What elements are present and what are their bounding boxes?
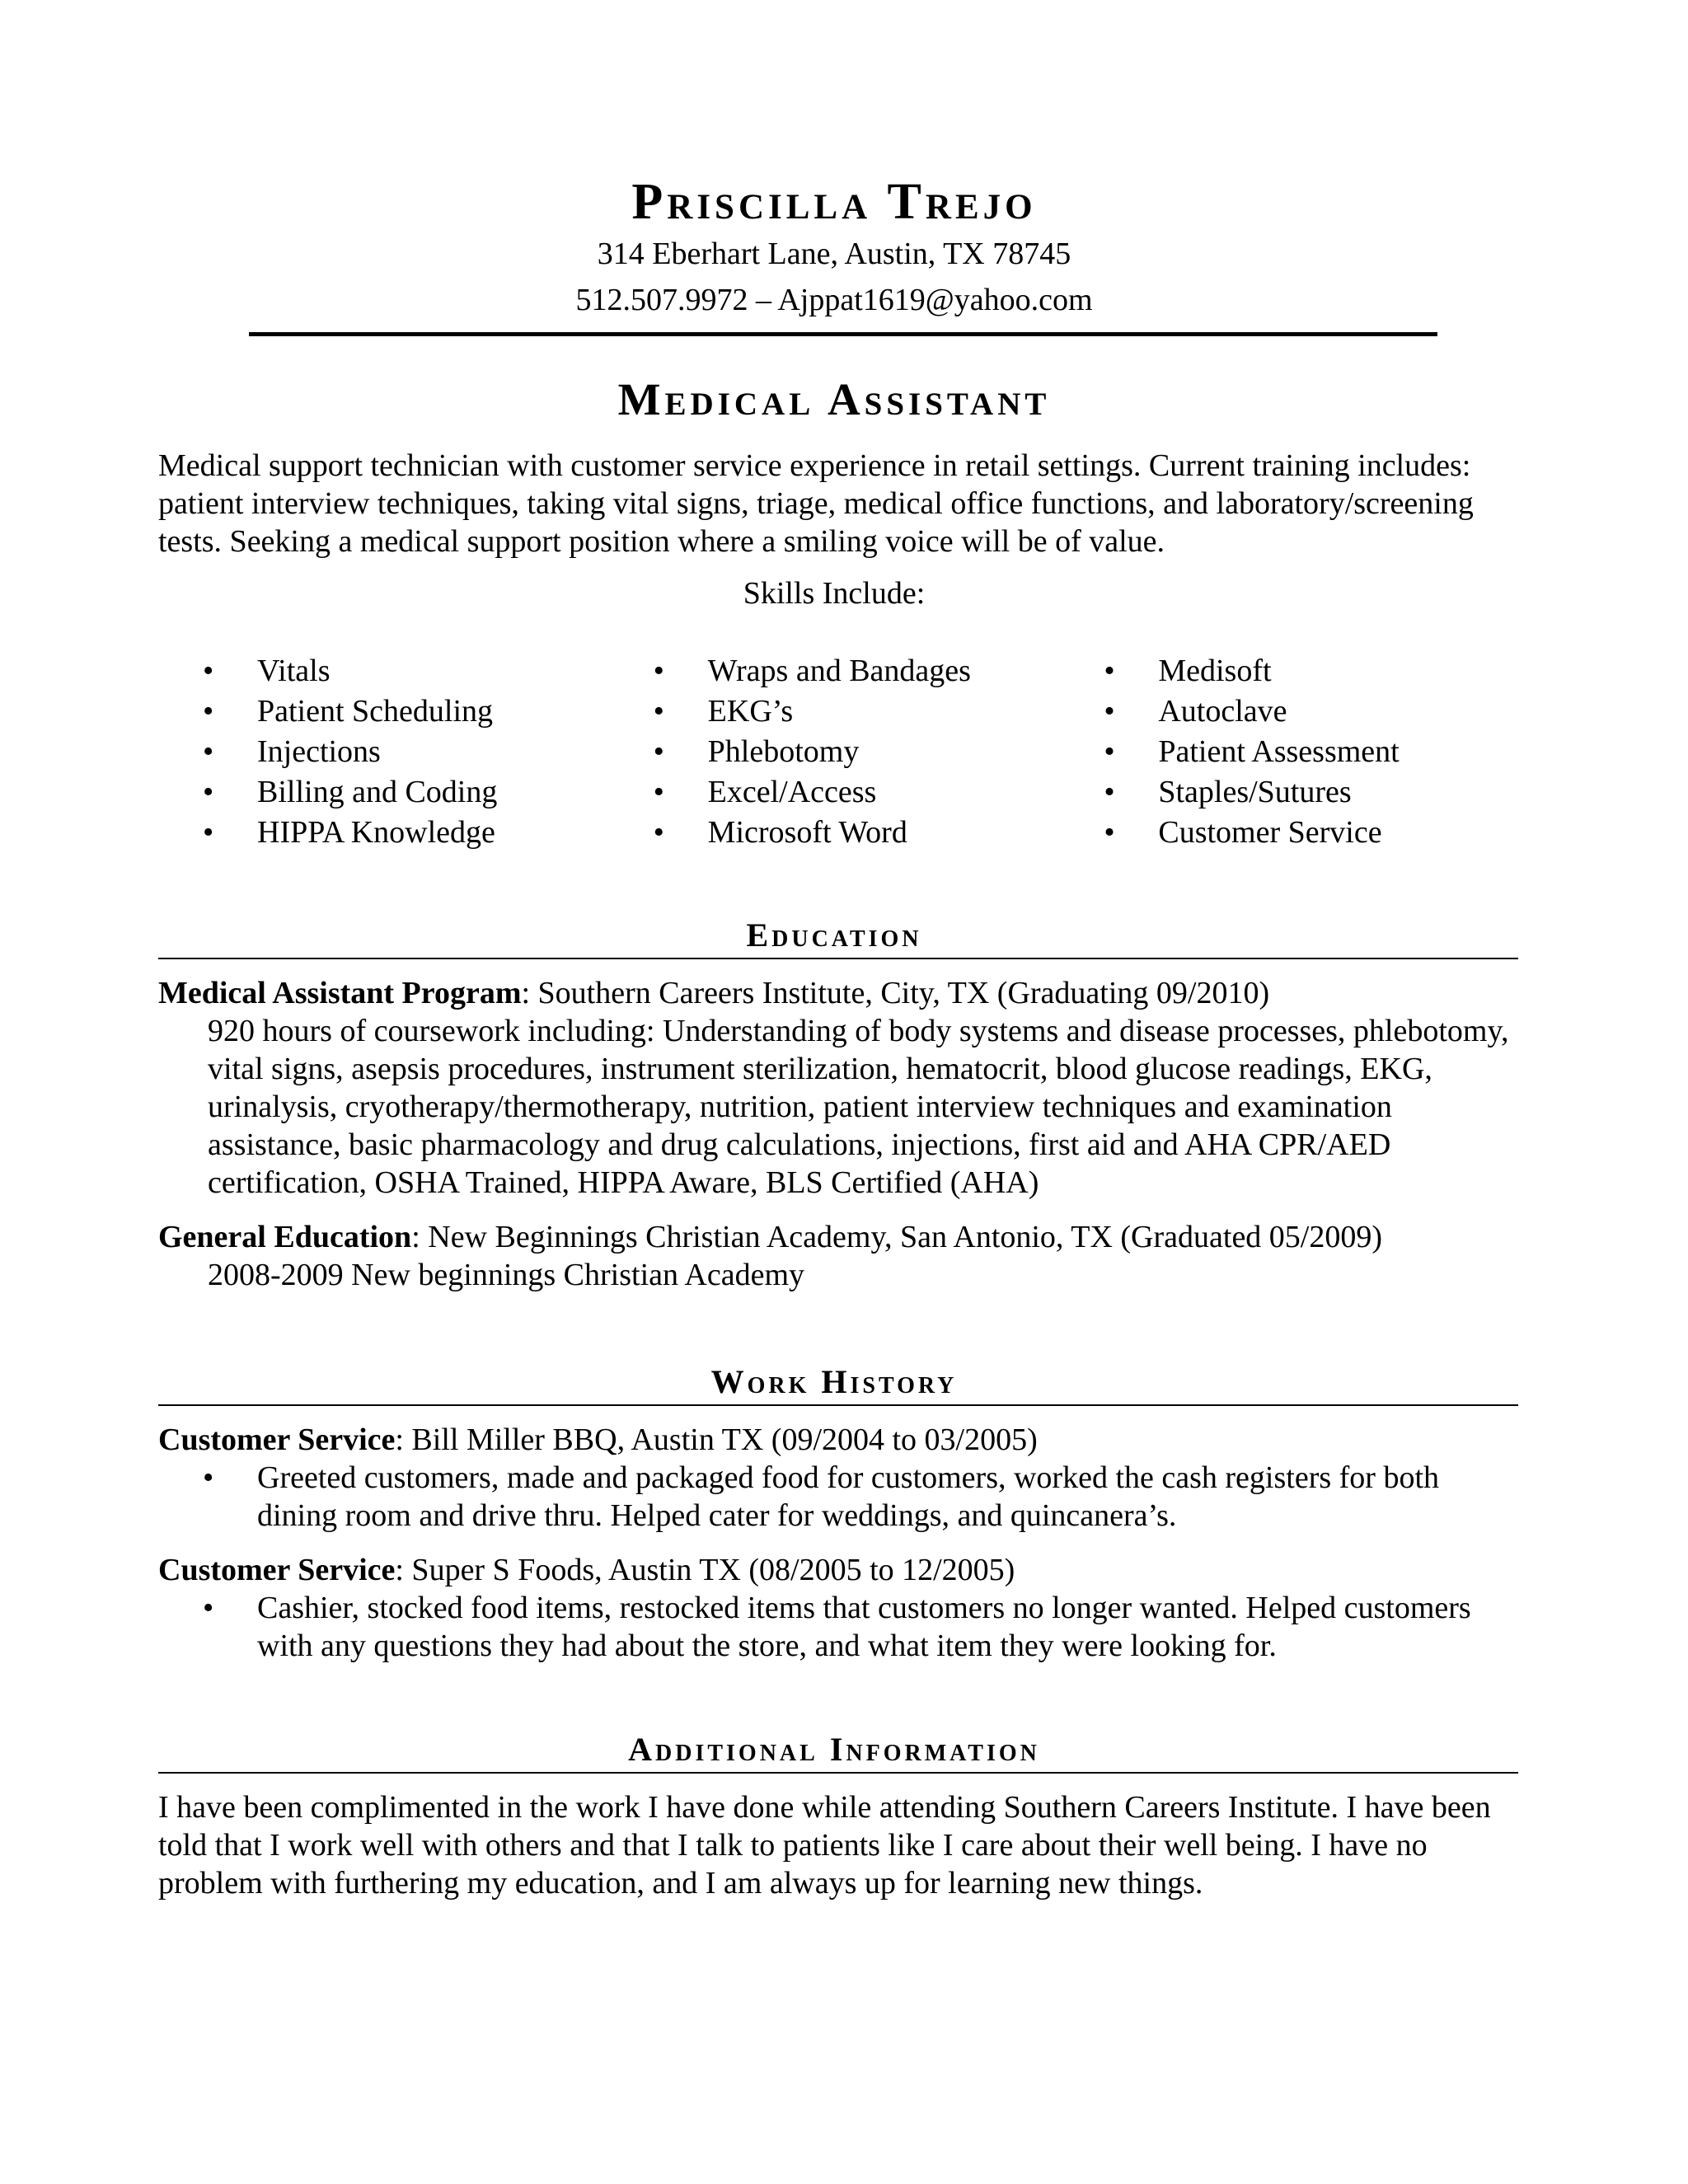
- bullet-icon: •: [203, 1591, 214, 1625]
- work-history-section: [158, 1421, 1518, 1665]
- education-general-detail: : New Beginnings Christian Academy, San Antonio, TX (Graduated 05/2009): [411, 1220, 1383, 1254]
- job-title: Medical Assistant: [617, 374, 1051, 424]
- education-program-detail: : Southern Careers Institute, City, TX (Graduating 09/2010): [521, 976, 1270, 1010]
- work-entry-bullet: [158, 1589, 1518, 1665]
- skill-item: • Phlebotomy: [609, 732, 1060, 772]
- skill-item: • HIPPA Knowledge: [158, 813, 609, 853]
- skill-item: • Excel/Access: [609, 772, 1060, 813]
- additional-info-section: [158, 1788, 1518, 1902]
- education-program-description: 920 hours of coursework including: Understanding of body systems and disease processes, phlebotomy, vital signs, asepsis procedures, instrument sterilization, hematocrit, blood glucose readings, EKG, urinalysis, cryotherapy/thermotherapy, nutrition, patient interview techniques and examination assistance, basic pharmacology and drug calculations, injections, first aid and AHA CPR/AED certification, OSHA Trained, HIPPA Aware, BLS Certified (AHA): [208, 1014, 1509, 1200]
- education-divider: [158, 958, 1518, 959]
- skill-item: • Autoclave: [1059, 691, 1510, 732]
- skill-item: • Customer Service: [1059, 813, 1510, 853]
- skills-label: Skills Include:: [743, 576, 926, 611]
- work-entry-title: Customer Service: [158, 1422, 396, 1457]
- candidate-name: Priscilla Trejo: [631, 174, 1037, 230]
- additional-info-text: I have been complimented in the work I have done while attending Southern Careers Institute. I have been told that I work well with others and that I talk to patients like I care about their well being. I have no problem with furthering my education, and I am always up for learning new things.: [158, 1790, 1491, 1900]
- education-general-description: 2008-2009 New beginnings Christian Academy: [208, 1258, 805, 1292]
- skill-item: • Wraps and Bandages: [609, 651, 1060, 691]
- work-entry-description: Cashier, stocked food items, restocked items that customers no longer wanted. Helped customers with any questions they had about the store, and what item they were looking for.: [257, 1591, 1471, 1663]
- education-heading: Education: [746, 916, 922, 954]
- education-entry: [158, 974, 1518, 1012]
- work-history-divider: [158, 1404, 1518, 1406]
- education-general-title: General Education: [158, 1220, 412, 1254]
- work-history-heading: Work History: [710, 1363, 958, 1400]
- work-entry-description: Greeted customers, made and packaged food for customers, worked the cash registers for both dining room and drive thru. Helped cater for weddings, and quincanera’s.: [257, 1460, 1439, 1533]
- phone-email-line: 512.507.9972 – Ajppat1619@yahoo.com: [575, 283, 1093, 317]
- skills-column-1: [158, 651, 609, 853]
- education-entry: [158, 1218, 1518, 1256]
- skills-list: [158, 651, 1510, 853]
- work-entry: [158, 1551, 1518, 1589]
- skill-item: • Patient Assessment: [1059, 732, 1510, 772]
- skill-item: • Patient Scheduling: [158, 691, 609, 732]
- education-section: [158, 974, 1518, 1294]
- education-program-title: Medical Assistant Program: [158, 976, 522, 1010]
- additional-info-divider: [158, 1772, 1518, 1774]
- bullet-icon: •: [203, 1460, 214, 1495]
- work-entry-title: Customer Service: [158, 1553, 396, 1587]
- skill-item: • Medisoft: [1059, 651, 1510, 691]
- summary-paragraph: Medical support technician with customer service experience in retail settings. Current training includes: patient interview techniques, taking vital signs, triage, medical office functions, and laboratory/screening tests. Seeking a medical support position where a smiling voice will be of value.: [158, 448, 1474, 559]
- additional-info-heading: Additional Information: [628, 1731, 1040, 1768]
- work-entry: [158, 1421, 1518, 1459]
- work-entry-bullet: [158, 1459, 1518, 1535]
- skill-item: • Billing and Coding: [158, 772, 609, 813]
- work-entry-detail: : Bill Miller BBQ, Austin TX (09/2004 to 03/2005): [395, 1422, 1038, 1457]
- skill-item: • Staples/Sutures: [1059, 772, 1510, 813]
- header-divider: [249, 332, 1437, 336]
- skill-item: • EKG’s: [609, 691, 1060, 732]
- skill-item: • Vitals: [158, 651, 609, 691]
- resume-page: [158, 173, 1510, 1900]
- skills-column-2: [609, 651, 1060, 853]
- work-entry-detail: : Super S Foods, Austin TX (08/2005 to 12/2005): [395, 1553, 1015, 1587]
- skill-item: • Injections: [158, 732, 609, 772]
- address-line: 314 Eberhart Lane, Austin, TX 78745: [597, 237, 1071, 271]
- skills-column-3: [1059, 651, 1510, 853]
- skill-item: • Microsoft Word: [609, 813, 1060, 853]
